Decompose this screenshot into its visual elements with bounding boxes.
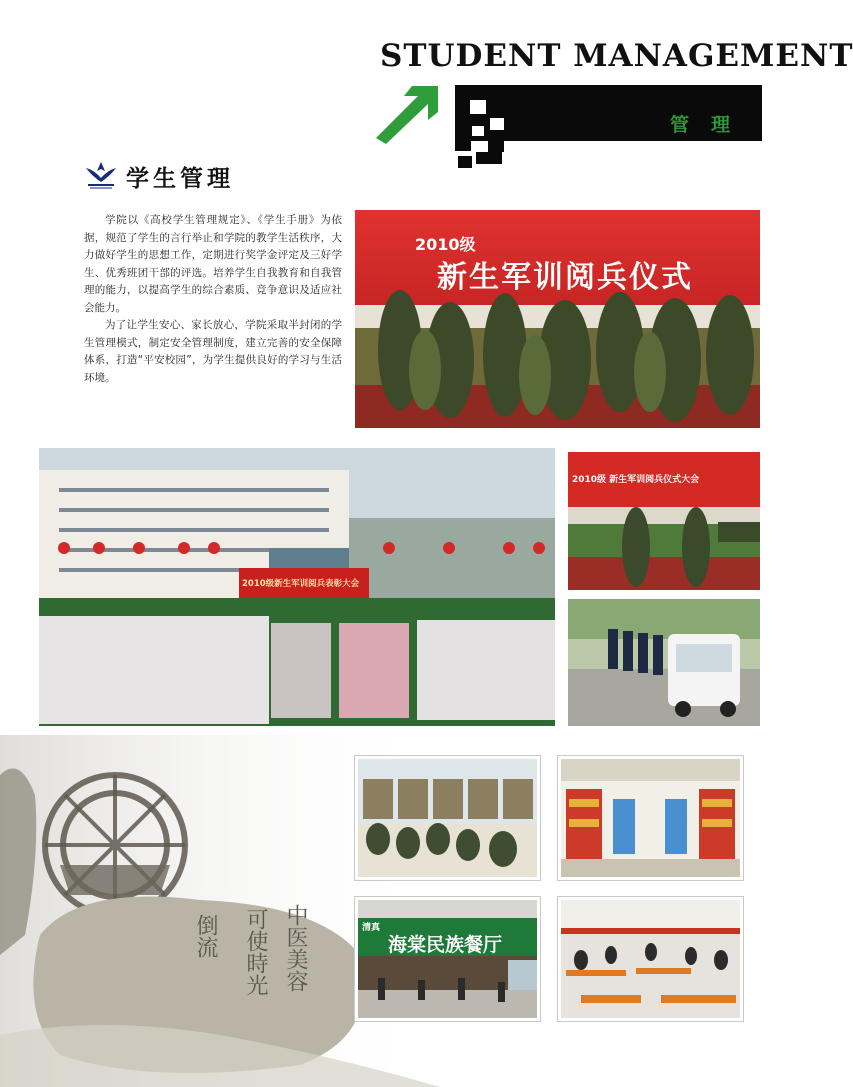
arrow-icon — [372, 82, 444, 144]
body-text — [84, 212, 342, 387]
restaurant-sign: 海棠民族餐厅 — [388, 934, 503, 956]
body-paragraph: 为了让学生安心、家长放心，学院采取半封闭的学生管理模式，制定安全管理制度，建立完善的安全保障体系，打造“平安校园”，为学生提供良好的学习与生活环境。 — [84, 319, 342, 384]
photo-salute — [568, 452, 760, 590]
stone-text-3: 中医美容 — [283, 904, 308, 992]
college-logo-icon — [84, 160, 118, 190]
photo-dining-hall — [558, 897, 743, 1021]
stone-text-1: 倒流 — [193, 914, 218, 958]
parade-banner-title: 新生军训阅兵仪式 — [437, 260, 693, 295]
salute-banner: 2010级 新生军训阅兵仪式大会 — [572, 475, 700, 485]
header-title-en: STUDENT MANAGEMENT — [380, 38, 853, 74]
photo-security-patrol — [568, 599, 760, 726]
section-title: 学生管理 — [126, 166, 234, 192]
body-paragraph: 学院以《高校学生管理规定》、《学生手册》为依据，规范了学生的言行举止和学院的教学生活秩序，大力做好学生的思想工作，定期进行奖学金评定及三好学生、优秀班团干部的评选。培养学生自我教育和自我管理的能力，以提高学生的综合素质、竞争意识及适应社会能力。 — [84, 214, 342, 314]
photo-supermarket — [558, 756, 743, 880]
photo-assembly — [39, 448, 555, 726]
stone-text-2: 可使時光 — [243, 908, 268, 996]
photo-restaurant — [355, 897, 540, 1021]
header-title-cn: 管理 — [669, 114, 752, 136]
assembly-banner: 2010级新生军训阅兵表彰大会 — [242, 579, 360, 589]
photo-library — [355, 756, 540, 880]
photo-military-parade — [355, 210, 760, 428]
restaurant-sign-small: 清真 — [362, 923, 381, 933]
parade-banner-year: 2010级 — [415, 235, 476, 254]
